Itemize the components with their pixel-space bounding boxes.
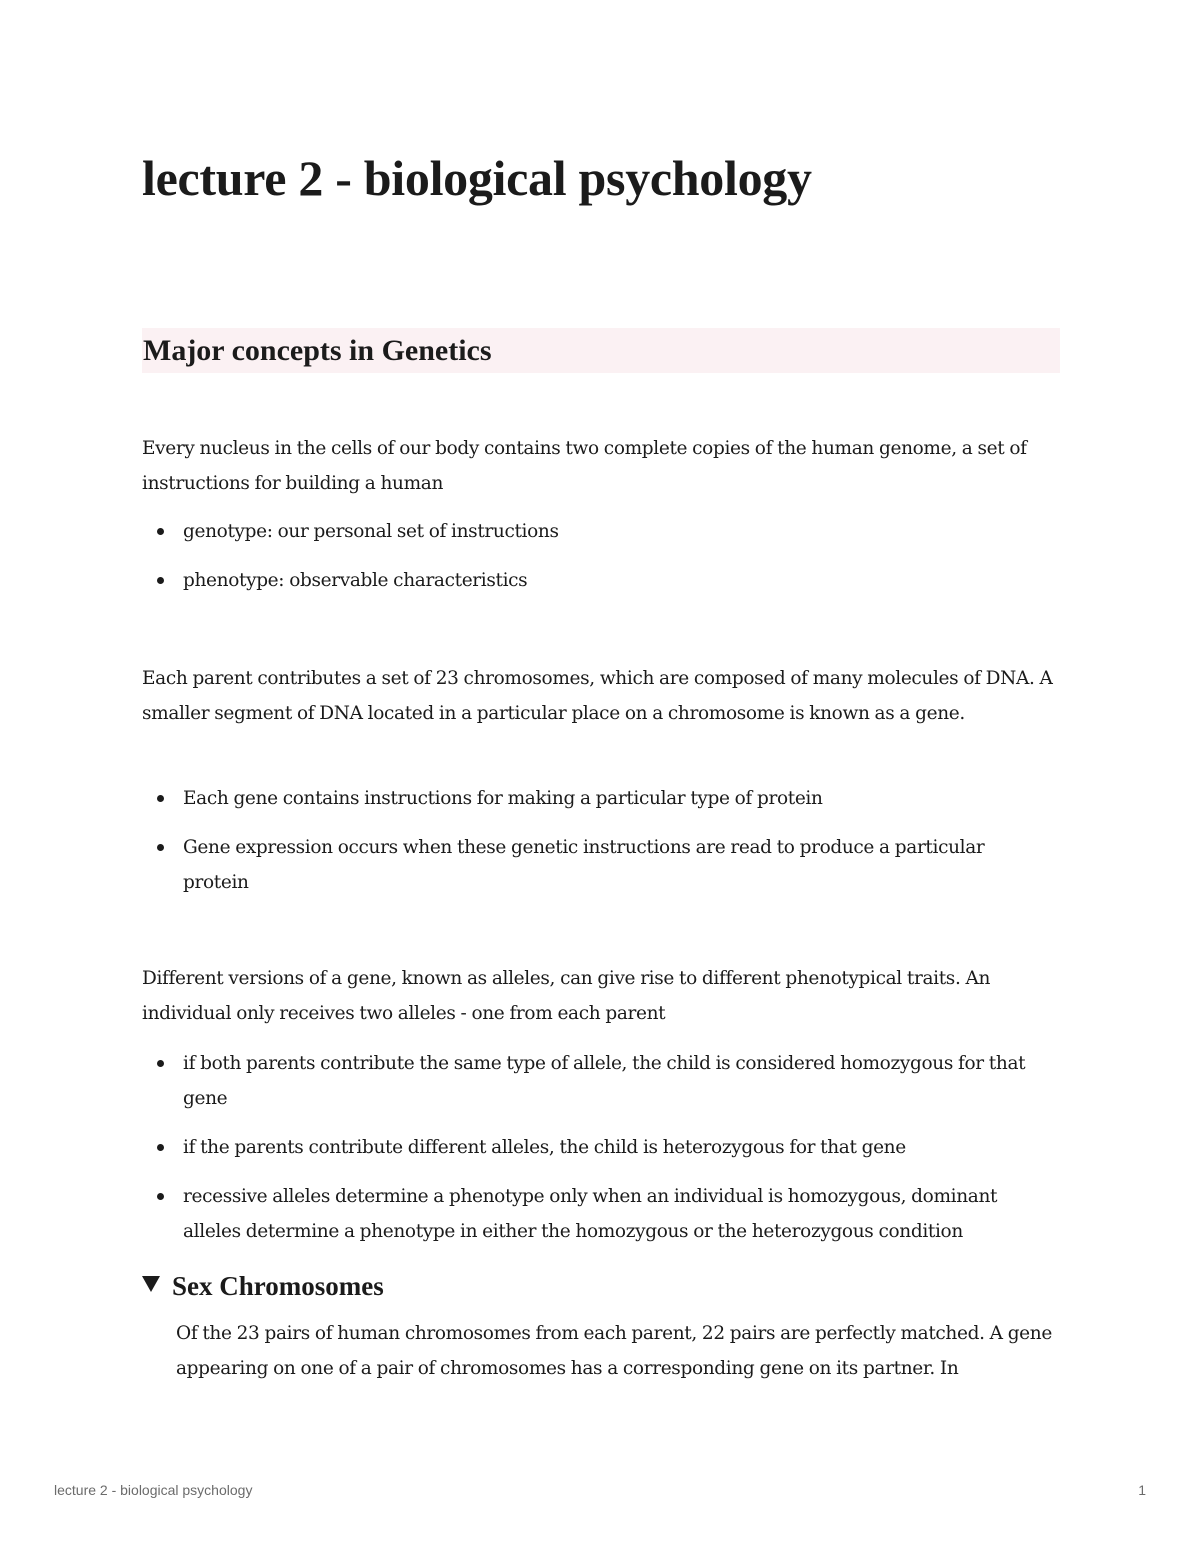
bullet-list-genome — [142, 514, 1060, 612]
list-item — [142, 781, 1060, 816]
footer-document-name: lecture 2 - biological psychology — [54, 1482, 253, 1498]
list-item — [142, 563, 1060, 598]
list-item-text: if both parents contribute the same type of allele, the child is considered homozygous for that gene — [183, 1053, 1026, 1109]
triangle-down-icon[interactable] — [142, 1276, 160, 1292]
list-item — [142, 830, 1060, 900]
toggle-body-text: Of the 23 pairs of human chromosomes from each parent, 22 pairs are perfectly matched. A gene appearing on one of a pair of chromosomes has a corresponding gene on its partner. In — [176, 1323, 1052, 1379]
paragraph-alleles: Different versions of a gene, known as alleles, can give rise to different phenotypical traits. An individual only receives two alleles - one from each parent — [142, 968, 991, 1024]
toggle-heading-label: Sex Chromosomes — [172, 1271, 384, 1301]
list-item — [142, 1179, 1060, 1249]
bullet-icon — [157, 577, 164, 584]
page-title: lecture 2 - biological psychology — [142, 150, 812, 206]
list-item — [142, 1046, 1060, 1116]
list-item-text: if the parents contribute different alleles, the child is heterozygous for that gene — [183, 1137, 906, 1158]
bullet-icon — [157, 528, 164, 535]
bullet-icon — [157, 795, 164, 802]
list-item-text: Each gene contains instructions for making a particular type of protein — [183, 788, 823, 809]
section-heading-genetics: Major concepts in Genetics — [142, 328, 1060, 373]
list-item-text: recessive alleles determine a phenotype only when an individual is homozygous, dominant alleles determine a phenotype in either the homozygous or the heterozygous condition — [183, 1186, 998, 1242]
bullet-icon — [157, 1060, 164, 1067]
list-item-text: Gene expression occurs when these genetic instructions are read to produce a particular protein — [183, 837, 985, 893]
footer-page-number: 1 — [1138, 1482, 1146, 1498]
list-item — [142, 514, 1060, 549]
list-item-text: genotype: our personal set of instructions — [183, 521, 559, 542]
paragraph-chromosomes: Each parent contributes a set of 23 chromosomes, which are composed of many molecules of DNA. A smaller segment of DNA located in a particular place on a chromosome is known as a gene. — [142, 668, 1053, 724]
toggle-sex-chromosomes[interactable] — [142, 1266, 384, 1306]
bullet-icon — [157, 844, 164, 851]
bullet-list-genes — [142, 781, 1060, 914]
bullet-list-alleles — [142, 1046, 1060, 1263]
list-item-text: phenotype: observable characteristics — [183, 570, 528, 591]
bullet-icon — [157, 1193, 164, 1200]
bullet-icon — [157, 1144, 164, 1151]
paragraph-genome: Every nucleus in the cells of our body contains two complete copies of the human genome, a set of instructions for building a human — [142, 438, 1027, 494]
list-item — [142, 1130, 1060, 1165]
